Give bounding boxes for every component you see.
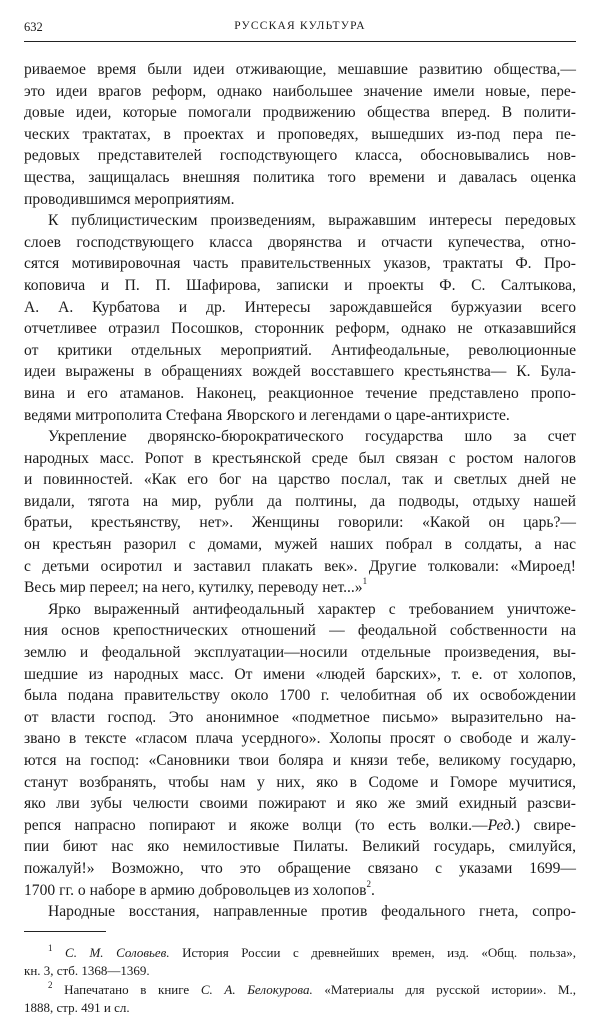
footnote-text: История России с древнейших времен, изд. «Общ. польза»,	[169, 944, 576, 960]
text-line: от критики отдельных мероприятий. Антифеодальные, революционные	[24, 341, 576, 359]
text-line: вина и его атаманов. Наконец, реакционное течение представлено пропо-	[24, 384, 576, 402]
text-line: Укрепление дворянско-бюрократического государства шло за счет	[48, 428, 576, 446]
page-number: 632	[24, 20, 43, 34]
running-title: РУССКАЯ КУЛЬТУРА	[234, 20, 366, 32]
text-line: Ярко выраженный антифеодальный характер с требованием уничтоже-	[48, 600, 576, 618]
text-line: звано в тексте «гласом плача усердного». Холопы просят о свободе и жалу-	[24, 730, 576, 748]
footnote-text: Напечатано в книге	[52, 981, 201, 997]
footnote-mark: 2	[48, 979, 53, 990]
body-text	[24, 59, 576, 923]
text-line: Народные восстания, направленные против феодального гнета, сопро-	[48, 903, 576, 921]
text-line: риваемое время были идеи отживающие, мешавшие развитию общества,—	[24, 61, 576, 78]
text-line: народных масс. Ропот в крестьянской среде был связан с ростом налогов	[24, 449, 576, 467]
text-line: от власти господ. Это анонимное «подметное письмо» выразительно на-	[24, 708, 576, 726]
footnote-1-line-2: кн. 3, стб. 1368—1369.	[24, 963, 150, 979]
footnotes	[24, 944, 576, 1018]
text-line: шедшие из народных масс. От имени «людей барских», т. е. от холопов,	[24, 665, 576, 683]
header-rule	[24, 41, 576, 42]
footnote-2-line-2: 1888, стр. 491 и сл.	[24, 1000, 130, 1016]
text-line: и повинностей. «Как его бог на царство послал, так и светлых дней не	[24, 471, 576, 489]
text-line: идеи выражены в обращениях вождей восставшего крестьянства— К. Була-	[24, 363, 576, 381]
footnote-author: С. А. Белокурова.	[200, 981, 313, 997]
text-line: ния основ крепостнических отношений — феодальной собственности на	[24, 622, 576, 640]
text-line: репся напрасно попирают и якоже волци (то есть волки.—Ред.) свире-	[24, 816, 576, 834]
text-line: пожалуй!» Возможно, что это обращение связано с указами 1699—	[24, 859, 576, 877]
text-line: он крестьян разорил с домами, мужей наших побрал в солдаты, а нас	[24, 536, 576, 554]
text-line: А. А. Курбатова и др. Интересы зарождавшейся буржуазии всего	[24, 298, 576, 316]
text-line: видали, тягота на мир, рубли да полтины, да подводы, отдыху нашей	[24, 492, 576, 510]
footnote-text: «Материалы для русской истории». М.,	[312, 981, 576, 997]
text-line: пии биют нас яко немилостивые Пилаты. Великий государь, смилуйся,	[24, 838, 576, 856]
footnote-2-line-1	[24, 981, 576, 1000]
text-line: ческих трактатах, в проектах и проповедях, вышедших из-под пера пе-	[24, 125, 576, 143]
text-line: станут возбранять, чтобы нам у них, яко в Содоме и Гоморе мучитися,	[24, 773, 576, 791]
text-line: довые идеи, которые помогали продвижению общества вперед. В полити-	[24, 104, 576, 122]
text-line: землю и феодальной эксплуатации—носили отдельные произведения, вы-	[24, 644, 576, 662]
footnote-reference[interactable]: 1	[362, 576, 368, 587]
text-line: была подана правительству около 1700 г. челобитная об их освобождении	[24, 687, 576, 705]
footnote-author: С. М. Соловьев.	[65, 944, 170, 960]
text-line: щества, защищалась внешняя политика того времени и давалась оценка	[24, 168, 576, 186]
text-line: редовых представителей господствующего класса, обосновывались нов-	[24, 147, 576, 165]
footnote-1	[24, 944, 576, 981]
text-line: коповича и П. П. Шафирова, записки и проекты Ф. С. Салтыкова,	[24, 276, 576, 294]
footnote-mark: 1	[48, 942, 53, 953]
footnote-separator	[24, 931, 106, 932]
footnote-reference[interactable]: 2	[366, 878, 372, 889]
text-line: ются на господ: «Сановники твои боляра и князи тебе, великому государю,	[24, 752, 576, 769]
text-line: это идеи врагов реформ, однако наибольшее значение имели новые, пере-	[24, 82, 576, 100]
text-line: слоев господствующего класса дворянства и отчасти купечества, отно-	[24, 233, 576, 251]
text-line: сятся мотивировочная часть правительственных указов, трактаты Ф. Про-	[24, 255, 576, 273]
text-line: с детьми осиротил и заставил плакать век». Другие толковали: «Мироед!	[24, 557, 576, 575]
text-line: Весь мир переел; на него, кутилку, переводу нет...»$^1$	[24, 576, 368, 597]
text-line: яко лви зубы челюсти своими пожирают и яко же змий ехидный разсви-	[24, 795, 576, 813]
text-line: ведями митрополита Стефана Яворского и легендами о царе-антихристе.	[24, 406, 510, 424]
document-page	[24, 20, 576, 1018]
page-header	[24, 20, 576, 38]
text-line: 1700 гг. о наборе в армию добровольцев из холопов$^2$.	[24, 878, 375, 899]
text-line: К публицистическим произведениям, выражавшим интересы передовых	[48, 212, 576, 230]
text-line: братьи, крестьянству, нет». Женщины говорили: «Какой он царь?—	[24, 514, 576, 532]
footnote-1-line-1	[24, 944, 576, 963]
text-line: проводившимся мероприятиям.	[24, 190, 235, 208]
footnote-2	[24, 981, 576, 1018]
text-line: отчетливее отразил Посошков, сторонник реформ, однако не отказавшийся	[24, 320, 576, 338]
